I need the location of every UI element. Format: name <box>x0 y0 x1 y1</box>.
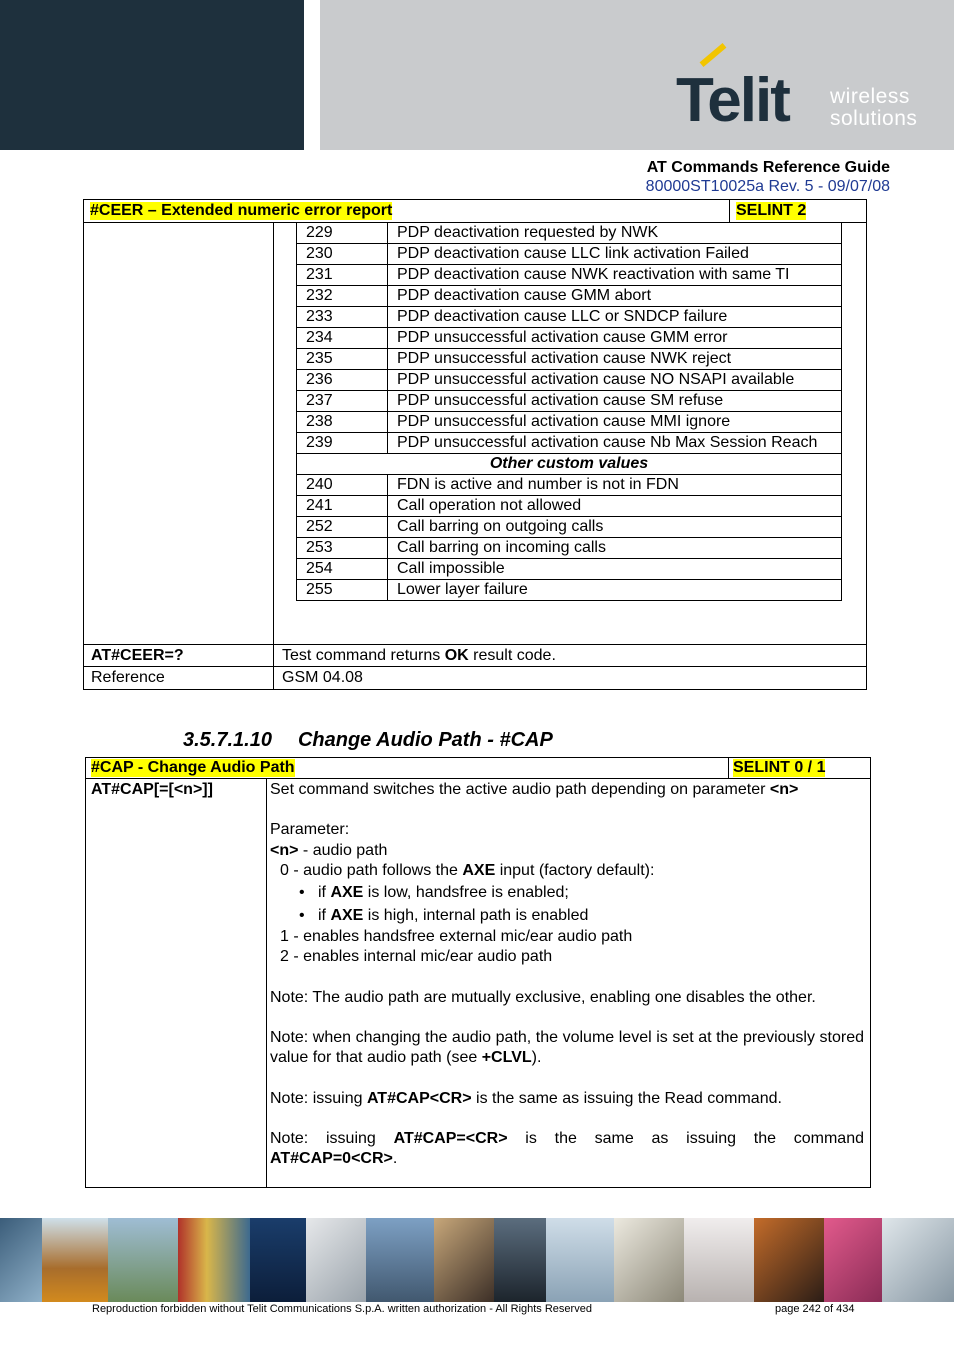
ceer-code-row <box>297 285 841 306</box>
telit-logo <box>676 46 936 135</box>
ceer-test-row <box>84 645 866 667</box>
cap-option-0: 0 - audio path follows the AXE input (factory default): <box>280 861 655 879</box>
ceer-code-description: PDP unsuccessful activation cause Nb Max Session Reach <box>397 434 818 451</box>
footer-photo <box>546 1218 614 1302</box>
section-heading <box>183 729 553 752</box>
cap-param-n: <n> - audio path <box>270 841 388 859</box>
ceer-code: 237 <box>297 391 388 411</box>
ceer-code-description: Lower layer failure <box>397 581 528 598</box>
ceer-code: 235 <box>297 349 388 369</box>
cap-note-4: Note: issuing AT#CAP=<CR> is the same as issuing the command AT#CAP=0<CR>. <box>270 1129 865 1168</box>
ceer-code: 254 <box>297 559 388 579</box>
ceer-code-row <box>297 516 841 537</box>
ceer-reference-value: GSM 04.08 <box>282 669 363 686</box>
ceer-code-description: PDP deactivation cause LLC link activation Failed <box>397 245 749 262</box>
cap-table-header <box>86 758 870 779</box>
ceer-code: 239 <box>297 433 388 453</box>
cap-note-2: Note: when changing the audio path, the volume level is set at the previously stored value for that audio path (see +CLVL). <box>270 1029 864 1067</box>
ceer-subheader: Other custom values <box>297 453 841 474</box>
ceer-code-description: Call barring on incoming calls <box>397 539 606 556</box>
ceer-table-body <box>84 223 866 645</box>
ceer-code-table <box>296 223 842 601</box>
ceer-code-description: Call operation not allowed <box>397 497 582 514</box>
footer-photo <box>42 1218 108 1302</box>
section-number: 3.5.7.1.10 <box>183 729 272 751</box>
ceer-code-description: PDP deactivation cause LLC or SNDCP failure <box>397 308 728 325</box>
ceer-code: 240 <box>297 475 388 495</box>
ceer-code: 253 <box>297 538 388 558</box>
ceer-test-text: Test command returns OK result code. <box>282 647 556 664</box>
ceer-code: 230 <box>297 244 388 264</box>
ceer-code-row <box>297 243 841 264</box>
logo-tagline-line1: wireless <box>830 85 910 108</box>
section-title: Change Audio Path - #CAP <box>297 729 553 751</box>
cap-option-1: 1 - enables handsfree external mic/ear audio path <box>280 928 633 946</box>
logo-tagline-line2: solutions <box>830 107 918 130</box>
ceer-code-row <box>297 495 841 516</box>
ceer-code-row <box>297 348 841 369</box>
footer-page-number: page 242 of 434 <box>775 1303 855 1315</box>
cap-bullet-axe-low: • if AXE is low, handsfree is enabled; <box>270 881 864 904</box>
cap-bullet-axe-high: • if AXE is high, internal path is enabled <box>270 904 864 927</box>
logo-tagline <box>830 86 917 130</box>
logo-accent-mark <box>700 43 727 67</box>
ceer-code-description: PDP unsuccessful activation cause SM refuse <box>397 392 724 409</box>
ceer-code: 232 <box>297 286 388 306</box>
ceer-code-description: PDP unsuccessful activation cause NWK reject <box>397 350 732 367</box>
ceer-code: 241 <box>297 496 388 516</box>
ceer-selint-tag: SELINT 2 <box>736 202 807 219</box>
cap-command-syntax: AT#CAP[=[<n>]] <box>91 781 213 798</box>
ceer-code-description: Call barring on outgoing calls <box>397 518 604 535</box>
cap-table <box>85 757 871 1188</box>
ceer-code: 231 <box>297 265 388 285</box>
cap-parameter-label: Parameter: <box>270 821 350 839</box>
ceer-test-label: AT#CEER=? <box>91 647 184 664</box>
ceer-reference-row <box>84 667 866 689</box>
guide-title: AT Commands Reference Guide <box>646 159 890 176</box>
ceer-code-row <box>297 432 841 453</box>
footer-photo <box>0 1218 42 1302</box>
ceer-table <box>83 199 867 690</box>
cap-option-2: 2 - enables internal mic/ear audio path <box>280 948 553 966</box>
ceer-code-row <box>297 369 841 390</box>
footer-photo <box>882 1218 954 1302</box>
ceer-code: 229 <box>297 223 388 243</box>
header-dark-panel <box>0 0 304 150</box>
cap-description <box>270 780 864 1170</box>
ceer-code: 233 <box>297 307 388 327</box>
ceer-code-description: FDN is active and number is not in FDN <box>397 476 679 493</box>
ceer-code-row <box>297 579 841 600</box>
ceer-code-description: PDP deactivation requested by NWK <box>397 224 659 241</box>
ceer-code-row <box>297 474 841 495</box>
footer-copyright: Reproduction forbidden without Telit Communications S.p.A. written authorization - All Rights Reserved <box>92 1303 592 1315</box>
cap-selint-tag: SELINT 0 / 1 <box>733 759 826 776</box>
ceer-reference-label: Reference <box>91 669 165 686</box>
footer-photo <box>494 1218 546 1302</box>
ceer-code: 234 <box>297 328 388 348</box>
cap-table-title: #CAP - Change Audio Path <box>91 759 295 776</box>
ceer-code-row <box>297 537 841 558</box>
footer-photo <box>366 1218 434 1302</box>
footer-photo <box>250 1218 306 1302</box>
ceer-code-description: Call impossible <box>397 560 505 577</box>
footer-photo <box>178 1218 250 1302</box>
footer-photo <box>754 1218 824 1302</box>
ceer-code-row <box>297 390 841 411</box>
ceer-code-row <box>297 264 841 285</box>
footer-photo <box>306 1218 366 1302</box>
ceer-code-row <box>297 558 841 579</box>
ceer-code: 255 <box>297 580 388 600</box>
ceer-code-row <box>297 327 841 348</box>
ceer-code-description: PDP unsuccessful activation cause MMI ignore <box>397 413 731 430</box>
footer-photo <box>684 1218 754 1302</box>
ceer-code-description: PDP unsuccessful activation cause NO NSAPI available <box>397 371 795 388</box>
ceer-code-row <box>297 411 841 432</box>
ceer-code: 236 <box>297 370 388 390</box>
footer-photo <box>824 1218 882 1302</box>
cap-set-description: Set command switches the active audio path depending on parameter <n> <box>270 781 799 798</box>
cap-note-3: Note: issuing AT#CAP<CR> is the same as issuing the Read command. <box>270 1089 782 1107</box>
footer-photo-strip <box>0 1218 954 1302</box>
ceer-code: 252 <box>297 517 388 537</box>
ceer-code: 238 <box>297 412 388 432</box>
ceer-code-description: PDP unsuccessful activation cause GMM error <box>397 329 728 346</box>
ceer-table-title: #CEER – Extended numeric error report <box>90 202 393 219</box>
cap-note-1: Note: The audio path are mutually exclusive, enabling one disables the other. <box>270 988 816 1006</box>
ceer-code-row <box>297 223 841 243</box>
ceer-table-header <box>84 200 866 223</box>
logo-wordmark: Telit <box>676 66 789 135</box>
footer-photo <box>614 1218 684 1302</box>
ceer-code-description: PDP deactivation cause GMM abort <box>397 287 652 304</box>
footer-photo <box>108 1218 178 1302</box>
footer-photo <box>434 1218 494 1302</box>
ceer-code-description: PDP deactivation cause NWK reactivation with same TI <box>397 266 790 283</box>
cap-table-body <box>86 779 870 1187</box>
guide-revision: 80000ST10025a Rev. 5 - 09/07/08 <box>645 178 890 195</box>
ceer-code-row <box>297 306 841 327</box>
